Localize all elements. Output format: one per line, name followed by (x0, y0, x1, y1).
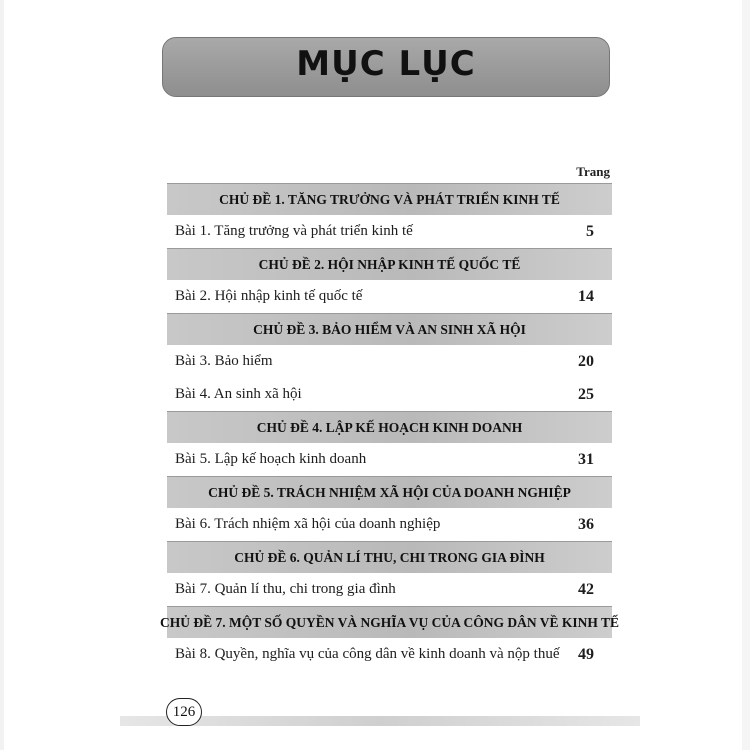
page-edge (742, 0, 750, 750)
toc-entry-page: 31 (578, 450, 594, 468)
toc-entry-title: Bài 6. Trách nhiệm xã hội của doanh nghiệp (175, 516, 441, 532)
topic-heading: CHỦ ĐỀ 3. BẢO HIỂM VÀ AN SINH XÃ HỘI (167, 313, 612, 345)
toc-entry-page: 36 (578, 515, 594, 533)
topic-heading: CHỦ ĐỀ 5. TRÁCH NHIỆM XÃ HỘI CỦA DOANH NGHIỆP (167, 476, 612, 508)
toc-entry-title: Bài 4. An sinh xã hội (175, 386, 302, 402)
toc-entry-page: 14 (578, 287, 594, 305)
table-of-contents (160, 183, 619, 671)
toc-entry-page: 20 (578, 352, 594, 370)
topic-heading: CHỦ ĐỀ 6. QUẢN LÍ THU, CHI TRONG GIA ĐÌNH (167, 541, 612, 573)
toc-entry[interactable] (167, 573, 612, 606)
toc-entry-title: Bài 3. Bảo hiểm (175, 353, 273, 369)
toc-entry-title: Bài 1. Tăng trưởng và phát triển kinh tế (175, 223, 413, 239)
toc-entry[interactable] (167, 508, 612, 541)
toc-entry[interactable] (167, 638, 612, 671)
toc-entry-title: Bài 7. Quản lí thu, chi trong gia đình (175, 581, 396, 597)
page-column-label: Trang (576, 164, 610, 179)
toc-entry[interactable] (167, 345, 612, 378)
toc-entry[interactable] (167, 443, 612, 476)
toc-entry-title: Bài 8. Quyền, nghĩa vụ của công dân về kinh doanh và nộp thuế (175, 646, 560, 662)
toc-entry-page: 42 (578, 580, 594, 598)
toc-entry[interactable] (167, 280, 612, 313)
toc-entry-title: Bài 5. Lập kế hoạch kinh doanh (175, 451, 367, 467)
toc-entry-page: 49 (578, 645, 594, 663)
page-edge (0, 0, 4, 750)
page-number: 126 (166, 698, 202, 726)
toc-entry[interactable] (167, 378, 612, 411)
toc-entry[interactable] (167, 215, 612, 248)
toc-entry-page: 25 (578, 385, 594, 403)
topic-heading: CHỦ ĐỀ 1. TĂNG TRƯỞNG VÀ PHÁT TRIỂN KINH TẾ (167, 183, 612, 215)
title-banner (162, 37, 610, 97)
toc-entry-page: 5 (586, 222, 594, 240)
toc-entry-title: Bài 2. Hội nhập kinh tế quốc tế (175, 288, 363, 304)
topic-heading: CHỦ ĐỀ 4. LẬP KẾ HOẠCH KINH DOANH (167, 411, 612, 443)
page-title: MỤC LỤC (296, 44, 476, 84)
topic-heading: CHỦ ĐỀ 2. HỘI NHẬP KINH TẾ QUỐC TẾ (167, 248, 612, 280)
topic-heading: CHỦ ĐỀ 7. MỘT SỐ QUYỀN VÀ NGHĨA VỤ CỦA CÔNG DÂN VỀ KINH TẾ (167, 606, 612, 638)
